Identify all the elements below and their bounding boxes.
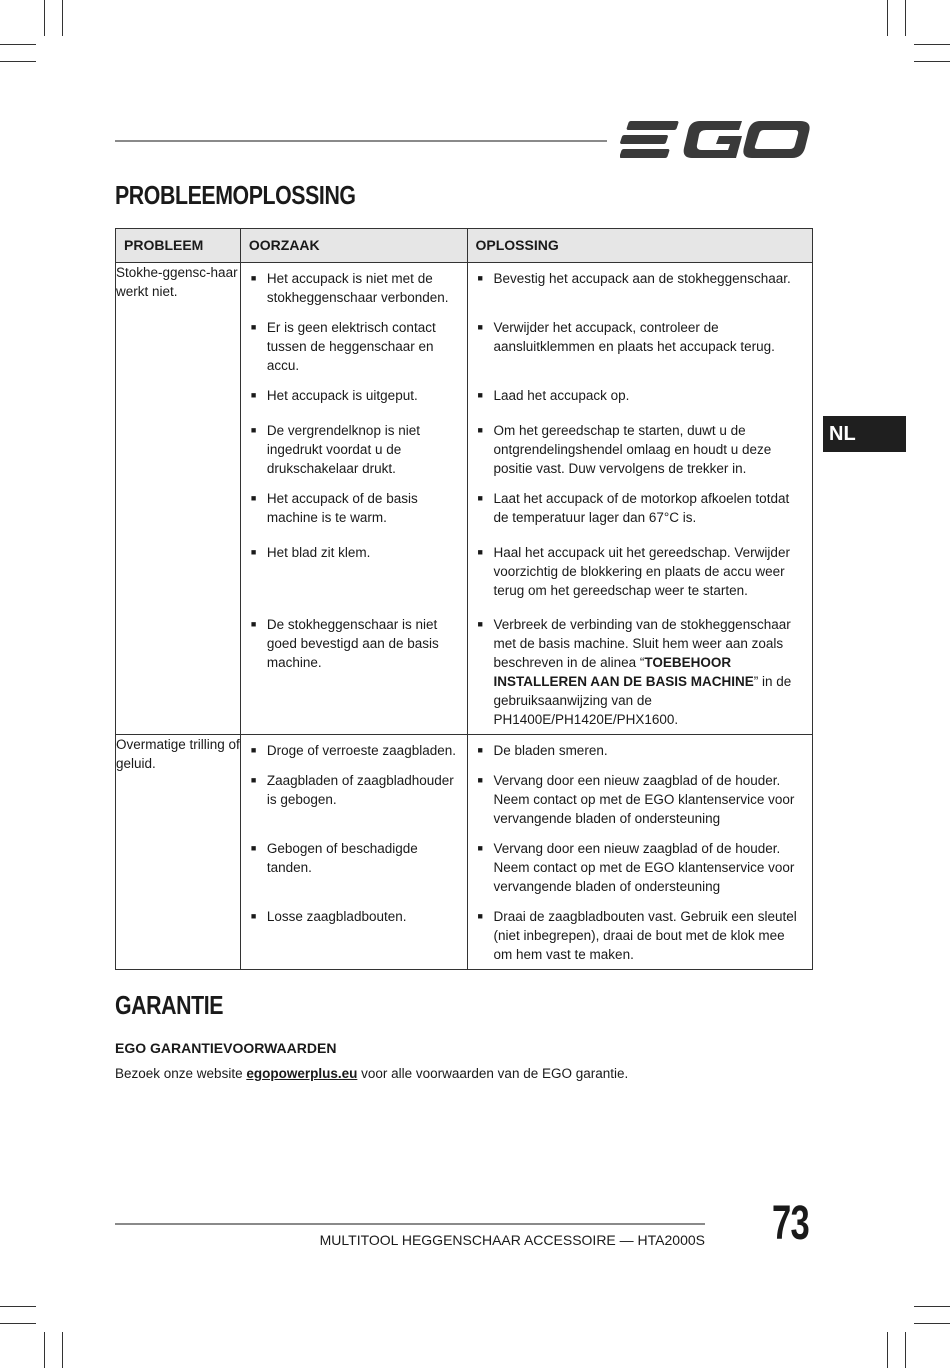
cause-text: Het blad zit klem. — [266, 545, 371, 560]
problem-cell: Stokhe-ggensc-haar werkt niet. — [116, 263, 241, 735]
bullet-icon: ■ — [477, 273, 483, 283]
solution-text: Om het gereedschap te starten, duwt u de ontgrendelingshendel omlaag en houdt u deze positie vast. Duw vervolgens de trekker in. — [493, 423, 772, 476]
solution-bold-reference: TOEBEHOOR INSTALLEREN AAN DE BASIS MACHINE — [493, 655, 754, 689]
cause-text: Het accupack is niet met de stokheggenschaar verbonden. — [266, 271, 449, 305]
bullet-icon: ■ — [250, 322, 257, 332]
bullet-icon: ■ — [477, 493, 483, 503]
bullet-icon: ■ — [250, 775, 257, 785]
bullet-icon: ■ — [250, 911, 257, 921]
solution-cell — [467, 765, 812, 833]
cause-text: Losse zaagbladbouten. — [266, 909, 407, 924]
crop-mark — [905, 0, 906, 36]
crop-mark — [914, 44, 950, 45]
crop-mark — [905, 1332, 906, 1368]
solution-text: De bladen smeren. — [493, 743, 608, 758]
crop-mark — [887, 1332, 888, 1368]
solution-text: Bevestig het accupack aan de stokheggenschaar. — [493, 271, 791, 286]
bullet-icon: ■ — [250, 425, 257, 435]
crop-mark — [44, 1332, 45, 1368]
cause-cell — [240, 833, 467, 901]
bullet-icon: ■ — [250, 493, 257, 503]
bullet-icon: ■ — [250, 547, 257, 557]
header-problem: PROBLEEM — [116, 229, 241, 263]
bullet-icon: ■ — [477, 745, 483, 755]
solution-cell — [467, 263, 812, 313]
solution-text: Verwijder het accupack, controleer de aansluitklemmen en plaats het accupack terug. — [493, 320, 775, 354]
solution-cell — [467, 483, 812, 537]
warranty-title: GARANTIE — [115, 990, 224, 1020]
crop-mark — [0, 1323, 36, 1324]
header-cause: OORZAAK — [240, 229, 467, 263]
solution-text: Laad het accupack op. — [493, 388, 630, 403]
troubleshooting-table — [115, 228, 813, 970]
crop-mark — [914, 1306, 950, 1307]
crop-mark — [62, 0, 63, 36]
crop-mark — [0, 61, 36, 62]
crop-mark — [0, 1306, 36, 1307]
solution-cell — [467, 380, 812, 415]
cause-cell — [240, 765, 467, 833]
header-rule — [115, 140, 607, 142]
page-number: 73 — [772, 1197, 810, 1250]
bullet-icon: ■ — [477, 775, 483, 785]
cause-cell — [240, 735, 467, 766]
solution-cell — [467, 537, 812, 609]
bullet-icon: ■ — [477, 547, 483, 557]
solution-cell — [467, 312, 812, 380]
bullet-icon: ■ — [250, 273, 257, 283]
footer-text: MULTITOOL HEGGENSCHAAR ACCESSOIRE — HTA2000S — [319, 1232, 705, 1248]
cause-cell — [240, 263, 467, 313]
crop-mark — [887, 0, 888, 36]
problem-cell: Overmatige trilling of geluid. — [116, 735, 241, 970]
warranty-subtitle: EGO GARANTIEVOORWAARDEN — [115, 1040, 337, 1056]
solution-text: Vervang door een nieuw zaagblad of de houder. Neem contact op met de EGO klantenservice voor vervangende bladen of ondersteuning — [493, 841, 795, 894]
bullet-icon: ■ — [250, 619, 257, 629]
solution-cell — [467, 901, 812, 970]
cause-cell — [240, 609, 467, 735]
table-row — [116, 735, 813, 766]
solution-text: Verbreek de verbinding van de stokheggenschaar met de basis machine. Sluit hem weer aan zoals beschreven in de alinea “TOEBEHOOR INSTALLEREN AAN DE BASIS MACHINE” in de gebruiksaanwijzing van de PH1400E/PH1420E/PHX1600. — [493, 617, 792, 727]
cause-text: Zaagbladen of zaagbladhouder is gebogen. — [266, 773, 454, 807]
cause-cell — [240, 537, 467, 609]
cause-text: De stokheggenschaar is niet goed bevestigd aan de basis machine. — [266, 617, 439, 670]
crop-mark — [0, 44, 36, 45]
bullet-icon: ■ — [477, 843, 483, 853]
footer-rule — [115, 1223, 705, 1225]
warranty-text: Bezoek onze website egopowerplus.eu voor alle voorwaarden van de EGO garantie. — [115, 1066, 629, 1081]
cause-text: Het accupack of de basis machine is te warm. — [266, 491, 418, 525]
troubleshooting-title: PROBLEEMOPLOSSING — [115, 180, 356, 210]
cause-cell — [240, 380, 467, 415]
bullet-icon: ■ — [477, 390, 483, 400]
table-row — [116, 263, 813, 313]
solution-text: Draai de zaagbladbouten vast. Gebruik een sleutel (niet inbegrepen), draai de bout met de klok mee om hem vast te maken. — [493, 909, 797, 962]
bullet-icon: ■ — [477, 619, 483, 629]
ego-logo — [620, 118, 812, 162]
bullet-icon: ■ — [477, 322, 483, 332]
table-header-row — [116, 229, 813, 263]
crop-mark — [914, 1323, 950, 1324]
cause-text: De vergrendelknop is niet ingedrukt voordat u de drukschakelaar drukt. — [266, 423, 420, 476]
header-solution: OPLOSSING — [467, 229, 812, 263]
bullet-icon: ■ — [477, 911, 483, 921]
solution-text: Vervang door een nieuw zaagblad of de houder. Neem contact op met de EGO klantenservice voor vervangende bladen of ondersteuning — [493, 773, 795, 826]
language-tab: NL — [823, 416, 906, 452]
crop-mark — [914, 61, 950, 62]
cause-text: Droge of verroeste zaagbladen. — [266, 743, 456, 758]
solution-cell — [467, 735, 812, 766]
crop-mark — [62, 1332, 63, 1368]
solution-cell — [467, 609, 812, 735]
website-link[interactable]: egopowerplus.eu — [246, 1066, 358, 1081]
solution-cell — [467, 415, 812, 483]
crop-mark — [44, 0, 45, 36]
cause-text: Er is geen elektrisch contact tussen de heggenschaar en accu. — [266, 320, 436, 373]
cause-text: Het accupack is uitgeput. — [266, 388, 418, 403]
cause-text: Gebogen of beschadigde tanden. — [266, 841, 418, 875]
solution-text: Haal het accupack uit het gereedschap. Verwijder voorzichtig de blokkering en plaats de accu weer terug om het gereedschap weer te starten. — [493, 545, 790, 598]
cause-cell — [240, 312, 467, 380]
cause-cell — [240, 483, 467, 537]
bullet-icon: ■ — [477, 425, 483, 435]
cause-cell — [240, 901, 467, 970]
bullet-icon: ■ — [250, 843, 257, 853]
bullet-icon: ■ — [250, 745, 257, 755]
solution-cell — [467, 833, 812, 901]
solution-text: Laat het accupack of de motorkop afkoelen totdat de temperatuur lager dan 67°C is. — [493, 491, 790, 525]
cause-cell — [240, 415, 467, 483]
bullet-icon: ■ — [250, 390, 257, 400]
